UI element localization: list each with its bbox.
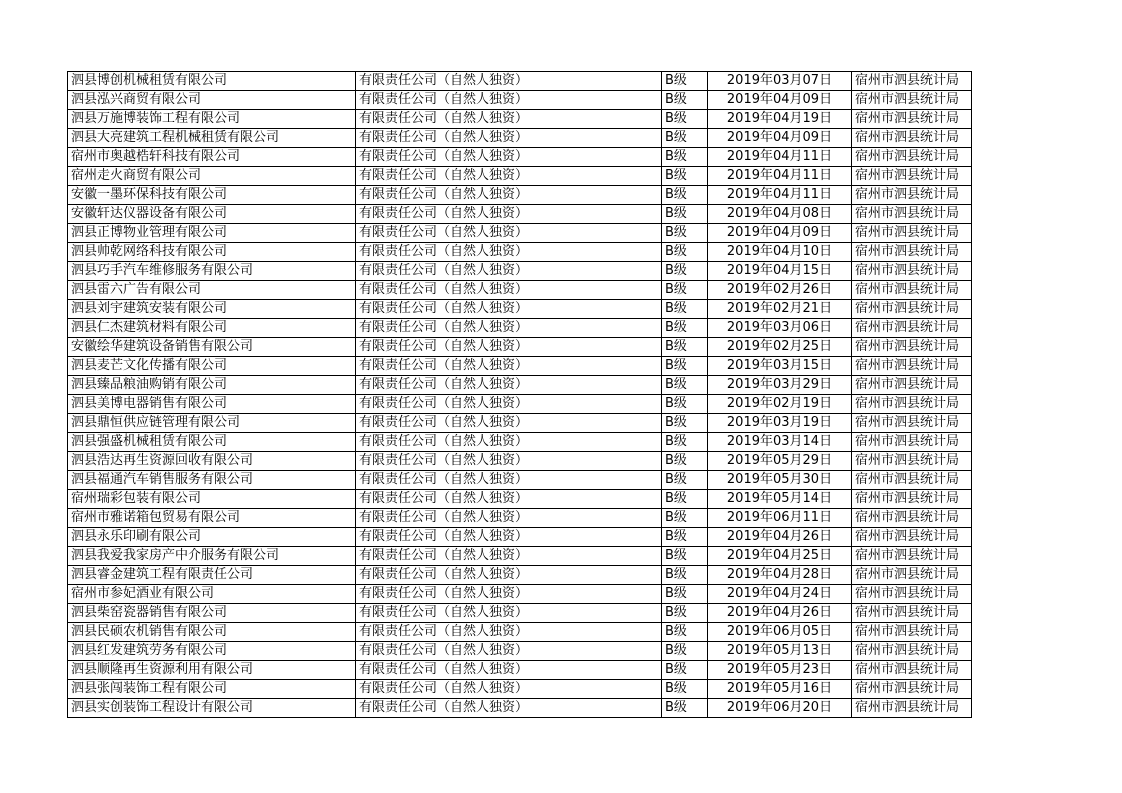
company-type-cell: 有限责任公司（自然人独资） (356, 490, 662, 509)
credit-grade-cell: B级 (662, 414, 708, 433)
table-row (68, 623, 972, 642)
credit-grade-cell: B级 (662, 528, 708, 547)
credit-grade-cell: B级 (662, 509, 708, 528)
rating-agency-cell: 宿州市泗县统计局 (852, 699, 972, 718)
table-row (68, 642, 972, 661)
company-name-cell: 泗县泓兴商贸有限公司 (68, 91, 356, 110)
company-type-cell: 有限责任公司（自然人独资） (356, 338, 662, 357)
table-row (68, 319, 972, 338)
credit-grade-cell: B级 (662, 167, 708, 186)
rating-agency-cell: 宿州市泗县统计局 (852, 262, 972, 281)
table-row (68, 224, 972, 243)
rating-date-cell: 2019年04月09日 (708, 91, 852, 110)
rating-agency-cell: 宿州市泗县统计局 (852, 167, 972, 186)
company-name-cell: 泗县红发建筑劳务有限公司 (68, 642, 356, 661)
rating-date-cell: 2019年02月26日 (708, 281, 852, 300)
rating-agency-cell: 宿州市泗县统计局 (852, 224, 972, 243)
credit-grade-cell: B级 (662, 148, 708, 167)
company-type-cell: 有限责任公司（自然人独资） (356, 129, 662, 148)
rating-agency-cell: 宿州市泗县统计局 (852, 509, 972, 528)
company-name-cell: 泗县鼎恒供应链管理有限公司 (68, 414, 356, 433)
credit-grade-cell: B级 (662, 433, 708, 452)
credit-grade-cell: B级 (662, 680, 708, 699)
rating-date-cell: 2019年04月24日 (708, 585, 852, 604)
table-row (68, 699, 972, 718)
company-name-cell: 泗县臻品粮油购销有限公司 (68, 376, 356, 395)
credit-grade-cell: B级 (662, 661, 708, 680)
company-type-cell: 有限责任公司（自然人独资） (356, 281, 662, 300)
credit-grade-cell: B级 (662, 281, 708, 300)
company-name-cell: 宿州走火商贸有限公司 (68, 167, 356, 186)
credit-grade-cell: B级 (662, 319, 708, 338)
company-type-cell: 有限责任公司（自然人独资） (356, 148, 662, 167)
company-name-cell: 泗县福通汽车销售服务有限公司 (68, 471, 356, 490)
credit-grade-cell: B级 (662, 205, 708, 224)
table-row (68, 167, 972, 186)
credit-grade-cell: B级 (662, 300, 708, 319)
company-type-cell: 有限责任公司（自然人独资） (356, 433, 662, 452)
table-row (68, 281, 972, 300)
credit-grade-cell: B级 (662, 72, 708, 91)
company-type-cell: 有限责任公司（自然人独资） (356, 167, 662, 186)
company-type-cell: 有限责任公司（自然人独资） (356, 91, 662, 110)
rating-agency-cell: 宿州市泗县统计局 (852, 452, 972, 471)
rating-agency-cell: 宿州市泗县统计局 (852, 72, 972, 91)
rating-date-cell: 2019年04月19日 (708, 110, 852, 129)
company-type-cell: 有限责任公司（自然人独资） (356, 414, 662, 433)
company-type-cell: 有限责任公司（自然人独资） (356, 205, 662, 224)
company-name-cell: 安徽绘华建筑设备销售有限公司 (68, 338, 356, 357)
table-row (68, 376, 972, 395)
rating-agency-cell: 宿州市泗县统计局 (852, 243, 972, 262)
table-row (68, 433, 972, 452)
rating-date-cell: 2019年02月19日 (708, 395, 852, 414)
company-type-cell: 有限责任公司（自然人独资） (356, 395, 662, 414)
rating-agency-cell: 宿州市泗县统计局 (852, 680, 972, 699)
table-row (68, 585, 972, 604)
credit-grade-cell: B级 (662, 224, 708, 243)
rating-date-cell: 2019年04月09日 (708, 129, 852, 148)
rating-agency-cell: 宿州市泗县统计局 (852, 300, 972, 319)
company-name-cell: 安徽一墨环保科技有限公司 (68, 186, 356, 205)
rating-date-cell: 2019年04月11日 (708, 148, 852, 167)
rating-agency-cell: 宿州市泗县统计局 (852, 338, 972, 357)
company-name-cell: 泗县大亮建筑工程机械租赁有限公司 (68, 129, 356, 148)
company-type-cell: 有限责任公司（自然人独资） (356, 243, 662, 262)
table-row (68, 509, 972, 528)
company-type-cell: 有限责任公司（自然人独资） (356, 661, 662, 680)
rating-agency-cell: 宿州市泗县统计局 (852, 186, 972, 205)
company-type-cell: 有限责任公司（自然人独资） (356, 699, 662, 718)
rating-date-cell: 2019年04月15日 (708, 262, 852, 281)
rating-date-cell: 2019年04月10日 (708, 243, 852, 262)
table-row (68, 338, 972, 357)
company-name-cell: 泗县美博电器销售有限公司 (68, 395, 356, 414)
rating-agency-cell: 宿州市泗县统计局 (852, 471, 972, 490)
rating-date-cell: 2019年04月26日 (708, 604, 852, 623)
table-row (68, 148, 972, 167)
company-type-cell: 有限责任公司（自然人独资） (356, 585, 662, 604)
rating-date-cell: 2019年05月13日 (708, 642, 852, 661)
company-type-cell: 有限责任公司（自然人独资） (356, 509, 662, 528)
credit-grade-cell: B级 (662, 490, 708, 509)
credit-grade-cell: B级 (662, 471, 708, 490)
rating-agency-cell: 宿州市泗县统计局 (852, 604, 972, 623)
table-row (68, 452, 972, 471)
table-row (68, 661, 972, 680)
company-type-cell: 有限责任公司（自然人独资） (356, 186, 662, 205)
company-name-cell: 泗县刘宇建筑安装有限公司 (68, 300, 356, 319)
company-type-cell: 有限责任公司（自然人独资） (356, 528, 662, 547)
company-type-cell: 有限责任公司（自然人独资） (356, 319, 662, 338)
table-row (68, 110, 972, 129)
rating-agency-cell: 宿州市泗县统计局 (852, 319, 972, 338)
company-name-cell: 泗县雷六广告有限公司 (68, 281, 356, 300)
rating-date-cell: 2019年06月05日 (708, 623, 852, 642)
company-type-cell: 有限责任公司（自然人独资） (356, 623, 662, 642)
company-name-cell: 泗县博创机械租赁有限公司 (68, 72, 356, 91)
table-row (68, 205, 972, 224)
company-type-cell: 有限责任公司（自然人独资） (356, 224, 662, 243)
rating-agency-cell: 宿州市泗县统计局 (852, 661, 972, 680)
table-row (68, 395, 972, 414)
table-row (68, 243, 972, 262)
company-type-cell: 有限责任公司（自然人独资） (356, 680, 662, 699)
table-row (68, 604, 972, 623)
table-row (68, 300, 972, 319)
company-name-cell: 泗县巧手汽车维修服务有限公司 (68, 262, 356, 281)
company-type-cell: 有限责任公司（自然人独资） (356, 547, 662, 566)
rating-agency-cell: 宿州市泗县统计局 (852, 528, 972, 547)
credit-grade-cell: B级 (662, 452, 708, 471)
rating-date-cell: 2019年05月23日 (708, 661, 852, 680)
rating-agency-cell: 宿州市泗县统计局 (852, 623, 972, 642)
rating-date-cell: 2019年05月29日 (708, 452, 852, 471)
rating-date-cell: 2019年03月29日 (708, 376, 852, 395)
company-type-cell: 有限责任公司（自然人独资） (356, 642, 662, 661)
rating-date-cell: 2019年04月11日 (708, 186, 852, 205)
rating-date-cell: 2019年03月19日 (708, 414, 852, 433)
table-row (68, 91, 972, 110)
credit-grade-cell: B级 (662, 338, 708, 357)
rating-date-cell: 2019年04月09日 (708, 224, 852, 243)
company-type-cell: 有限责任公司（自然人独资） (356, 262, 662, 281)
table-row (68, 471, 972, 490)
credit-grade-cell: B级 (662, 91, 708, 110)
company-type-cell: 有限责任公司（自然人独资） (356, 357, 662, 376)
rating-agency-cell: 宿州市泗县统计局 (852, 129, 972, 148)
credit-grade-cell: B级 (662, 623, 708, 642)
company-name-cell: 宿州瑞彩包装有限公司 (68, 490, 356, 509)
company-type-cell: 有限责任公司（自然人独资） (356, 110, 662, 129)
rating-date-cell: 2019年04月26日 (708, 528, 852, 547)
rating-agency-cell: 宿州市泗县统计局 (852, 148, 972, 167)
company-type-cell: 有限责任公司（自然人独资） (356, 300, 662, 319)
rating-date-cell: 2019年02月25日 (708, 338, 852, 357)
credit-grade-cell: B级 (662, 262, 708, 281)
company-name-cell: 安徽轩达仪器设备有限公司 (68, 205, 356, 224)
company-table (67, 71, 972, 718)
credit-grade-cell: B级 (662, 186, 708, 205)
company-name-cell: 泗县民硕农机销售有限公司 (68, 623, 356, 642)
credit-grade-cell: B级 (662, 699, 708, 718)
rating-date-cell: 2019年05月30日 (708, 471, 852, 490)
company-name-cell: 泗县我爱我家房产中介服务有限公司 (68, 547, 356, 566)
credit-grade-cell: B级 (662, 243, 708, 262)
rating-date-cell: 2019年02月21日 (708, 300, 852, 319)
company-type-cell: 有限责任公司（自然人独资） (356, 72, 662, 91)
table-row (68, 528, 972, 547)
rating-date-cell: 2019年03月07日 (708, 72, 852, 91)
credit-grade-cell: B级 (662, 585, 708, 604)
rating-date-cell: 2019年03月14日 (708, 433, 852, 452)
credit-grade-cell: B级 (662, 566, 708, 585)
rating-agency-cell: 宿州市泗县统计局 (852, 357, 972, 376)
table-row (68, 490, 972, 509)
company-name-cell: 泗县正博物业管理有限公司 (68, 224, 356, 243)
rating-agency-cell: 宿州市泗县统计局 (852, 566, 972, 585)
rating-date-cell: 2019年04月25日 (708, 547, 852, 566)
table-row (68, 547, 972, 566)
credit-grade-cell: B级 (662, 357, 708, 376)
company-name-cell: 泗县帅乾网络科技有限公司 (68, 243, 356, 262)
company-name-cell: 泗县强盛机械租赁有限公司 (68, 433, 356, 452)
credit-grade-cell: B级 (662, 110, 708, 129)
rating-date-cell: 2019年03月06日 (708, 319, 852, 338)
company-name-cell: 泗县睿金建筑工程有限责任公司 (68, 566, 356, 585)
company-name-cell: 泗县永乐印刷有限公司 (68, 528, 356, 547)
rating-date-cell: 2019年04月08日 (708, 205, 852, 224)
company-name-cell: 泗县麦芒文化传播有限公司 (68, 357, 356, 376)
company-type-cell: 有限责任公司（自然人独资） (356, 376, 662, 395)
credit-grade-cell: B级 (662, 376, 708, 395)
company-name-cell: 宿州市雅诺箱包贸易有限公司 (68, 509, 356, 528)
company-name-cell: 泗县张闯装饰工程有限公司 (68, 680, 356, 699)
rating-agency-cell: 宿州市泗县统计局 (852, 281, 972, 300)
company-type-cell: 有限责任公司（自然人独资） (356, 566, 662, 585)
company-name-cell: 泗县仁杰建筑材料有限公司 (68, 319, 356, 338)
rating-date-cell: 2019年06月11日 (708, 509, 852, 528)
rating-agency-cell: 宿州市泗县统计局 (852, 490, 972, 509)
rating-agency-cell: 宿州市泗县统计局 (852, 585, 972, 604)
rating-agency-cell: 宿州市泗县统计局 (852, 395, 972, 414)
rating-date-cell: 2019年05月16日 (708, 680, 852, 699)
rating-agency-cell: 宿州市泗县统计局 (852, 642, 972, 661)
rating-date-cell: 2019年03月15日 (708, 357, 852, 376)
company-name-cell: 宿州市奥越梏轩科技有限公司 (68, 148, 356, 167)
company-name-cell: 泗县柴窑瓷器销售有限公司 (68, 604, 356, 623)
company-type-cell: 有限责任公司（自然人独资） (356, 604, 662, 623)
table-row (68, 186, 972, 205)
rating-date-cell: 2019年06月20日 (708, 699, 852, 718)
credit-grade-cell: B级 (662, 642, 708, 661)
credit-grade-cell: B级 (662, 129, 708, 148)
credit-grade-cell: B级 (662, 395, 708, 414)
company-name-cell: 宿州市参妃酒业有限公司 (68, 585, 356, 604)
company-type-cell: 有限责任公司（自然人独资） (356, 471, 662, 490)
rating-agency-cell: 宿州市泗县统计局 (852, 110, 972, 129)
rating-date-cell: 2019年04月28日 (708, 566, 852, 585)
table-row (68, 414, 972, 433)
table-row (68, 680, 972, 699)
rating-agency-cell: 宿州市泗县统计局 (852, 376, 972, 395)
credit-grade-cell: B级 (662, 547, 708, 566)
rating-agency-cell: 宿州市泗县统计局 (852, 91, 972, 110)
company-name-cell: 泗县实创装饰工程设计有限公司 (68, 699, 356, 718)
company-name-cell: 泗县顺隆再生资源利用有限公司 (68, 661, 356, 680)
table-row (68, 72, 972, 91)
table-row (68, 262, 972, 281)
rating-date-cell: 2019年04月11日 (708, 167, 852, 186)
rating-agency-cell: 宿州市泗县统计局 (852, 547, 972, 566)
company-name-cell: 泗县万施博装饰工程有限公司 (68, 110, 356, 129)
credit-grade-cell: B级 (662, 604, 708, 623)
company-type-cell: 有限责任公司（自然人独资） (356, 452, 662, 471)
rating-date-cell: 2019年05月14日 (708, 490, 852, 509)
rating-agency-cell: 宿州市泗县统计局 (852, 433, 972, 452)
table-row (68, 129, 972, 148)
rating-agency-cell: 宿州市泗县统计局 (852, 205, 972, 224)
table-row (68, 566, 972, 585)
company-name-cell: 泗县浩达再生资源回收有限公司 (68, 452, 356, 471)
company-table-body (68, 72, 972, 718)
table-row (68, 357, 972, 376)
rating-agency-cell: 宿州市泗县统计局 (852, 414, 972, 433)
